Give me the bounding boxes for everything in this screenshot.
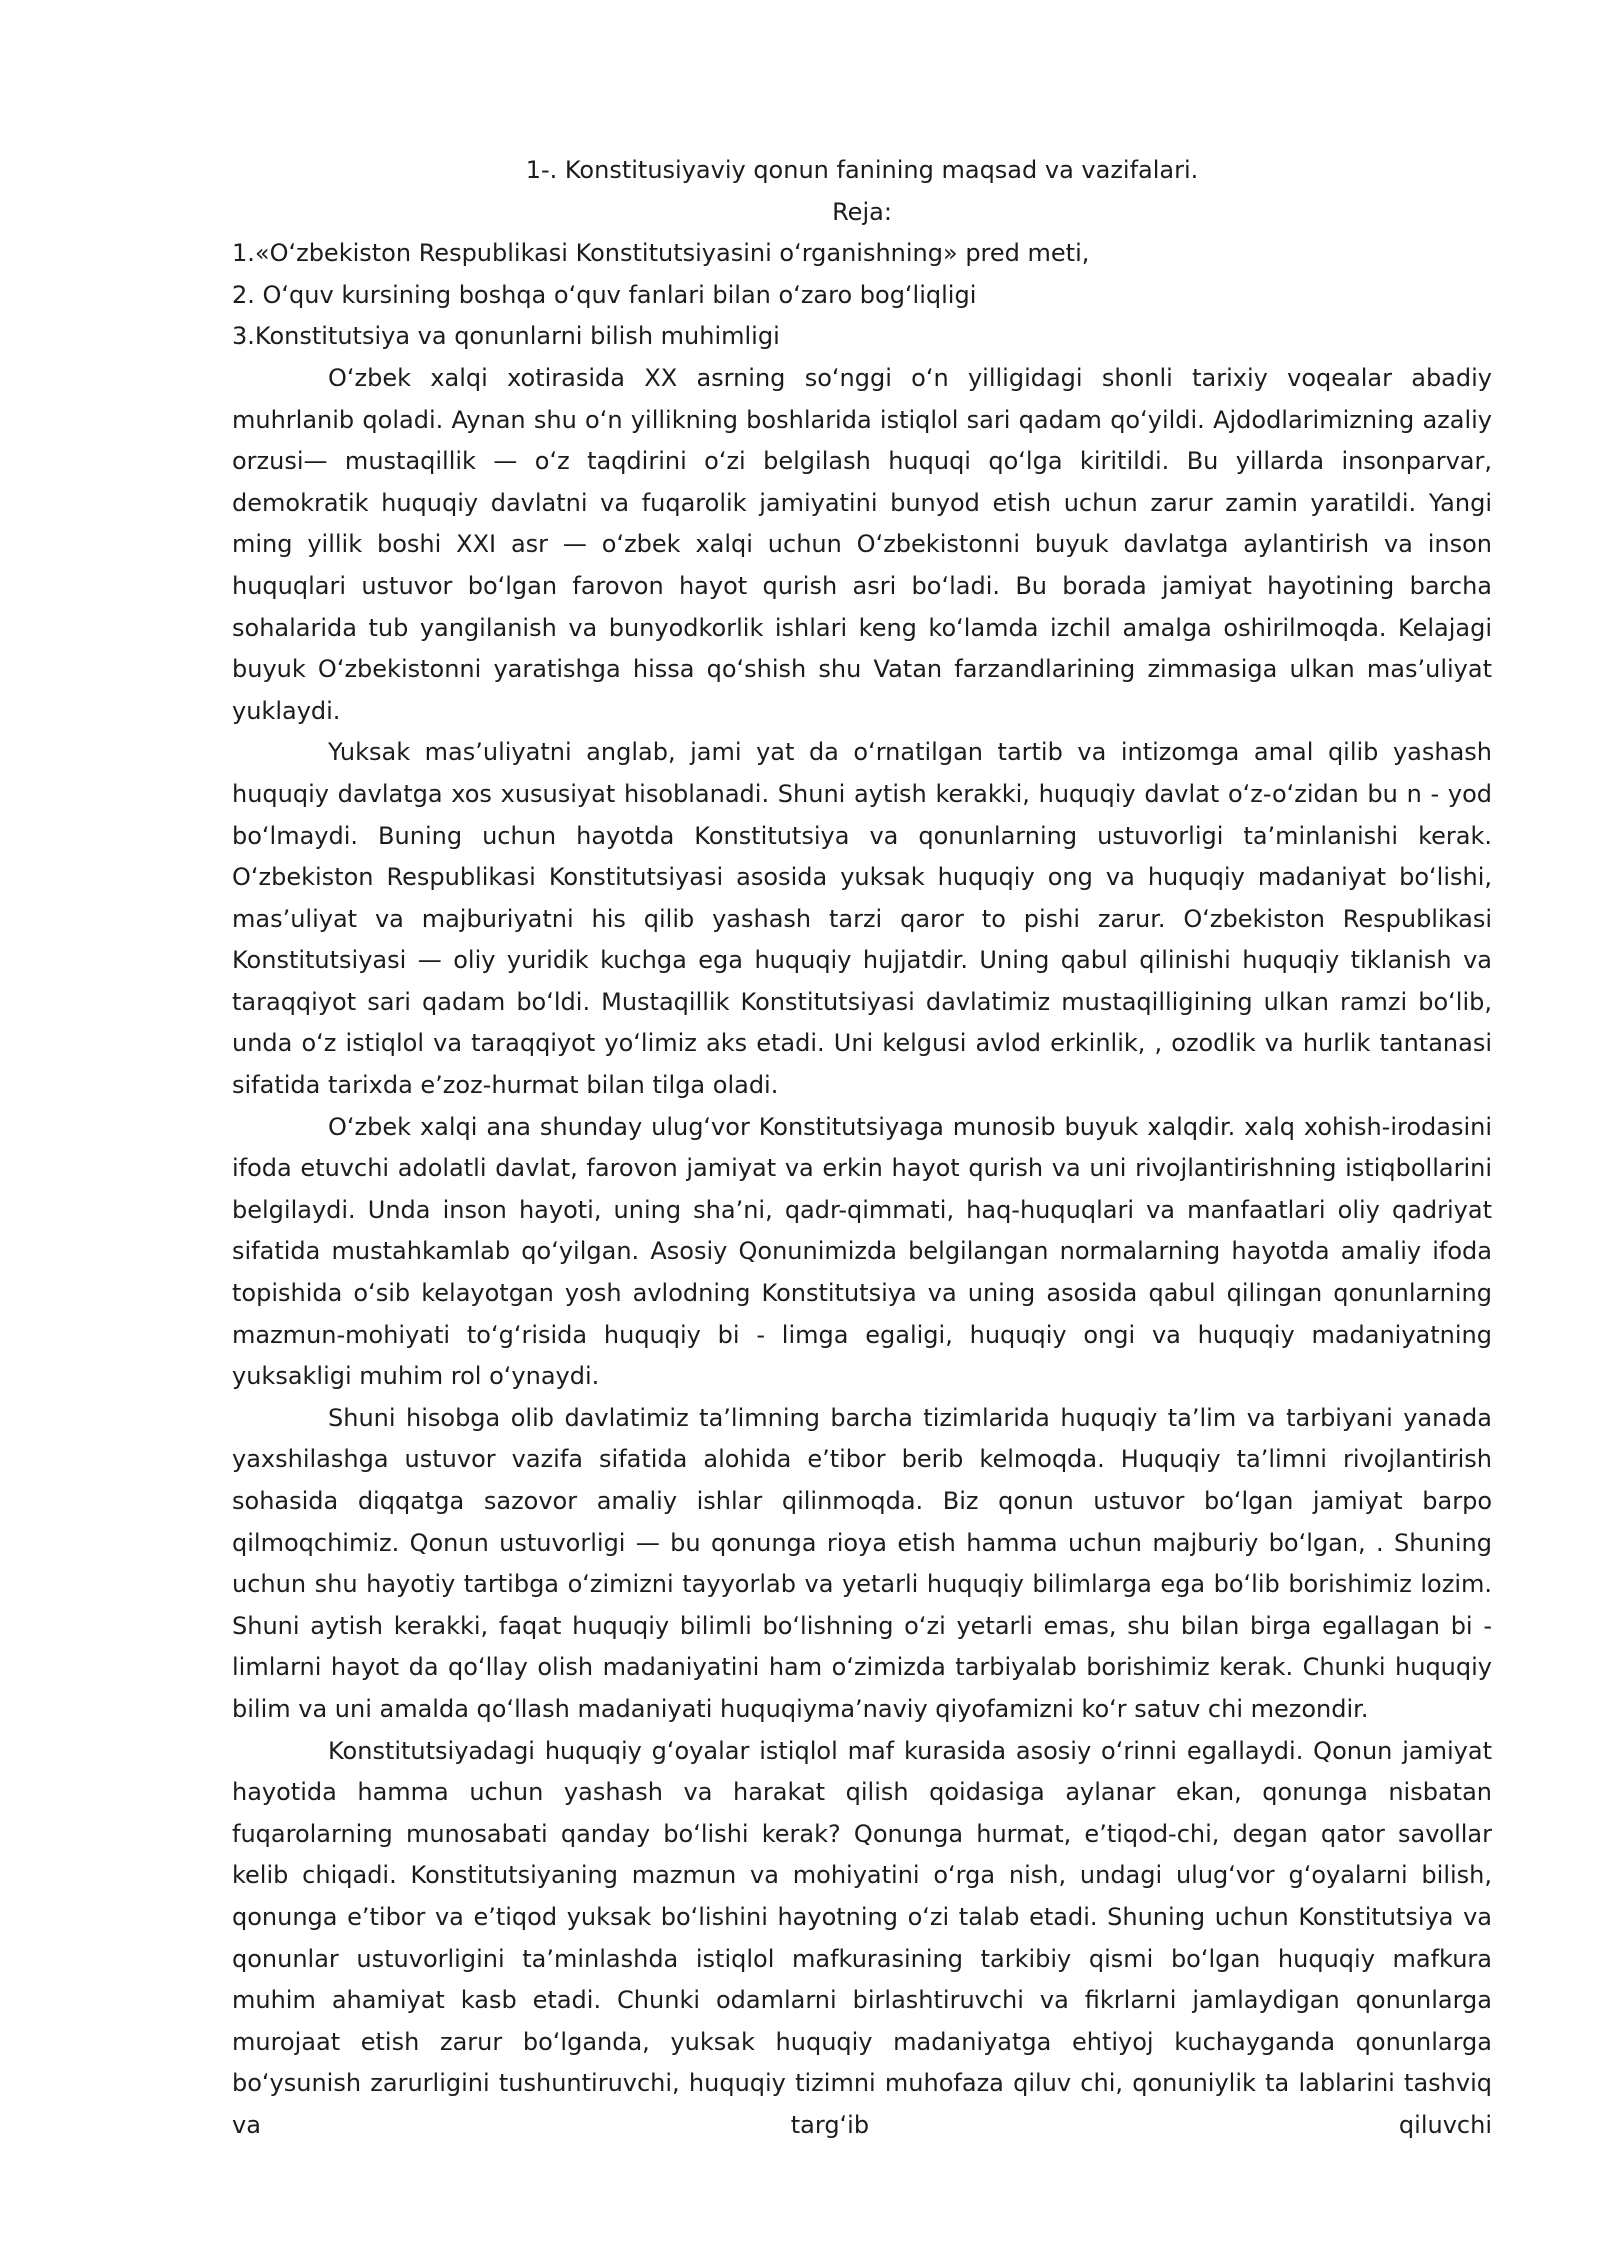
- body-paragraph-1: Oʻzbek xalqi xotirasida XX asrning soʻnggi oʻn yilligidagi shonli tarixiy voqealar abadiy muhrlanib qoladi. Aynan shu oʻn yillikning boshlarida istiqlol sari qadam qoʻyildi. Ajdodlarimizning azaliy orzusi— mustaqillik — oʻz taqdirini oʻzi belgilash huquqi qoʻlga kiritildi. Bu yillarda insonparvar, demokratik huquqiy davlatni va fuqarolik jamiyatini bunyod etish uchun zarur zamin yaratildi. Yangi ming yillik boshi XXI asr — oʻzbek xalqi uchun Oʻzbekistonni buyuk davlatga aylantirish va inson huquqlari ustuvor boʻlgan farovon hayot qurish asri boʻladi. Bu borada jamiyat hayotining barcha sohalarida tub yangilanish va bunyodkorlik ishlari keng koʻlamda izchil amalga oshirilmoqda. Kelajagi buyuk Oʻzbekistonni yaratishga hissa qoʻshish shu Vatan farzandlarining zimmasiga ulkan masʼuliyat yuklaydi.: [232, 363, 1492, 725]
- plan-item-3: 3.Konstitutsiya va qonunlarni bilish muhimligi: [232, 322, 780, 351]
- body-paragraph-5: Konstitutsiyadagi huquqiy gʻoyalar istiqlol maf kurasida asosiy oʻrinni egallaydi. Qonun jamiyat hayotida hamma uchun yashash va harakat qilish qoidasiga aylanar ekan, qonunga nisbatan fuqarolarning munosabati qanday boʻlishi kerak? Qonunga hurmat, eʼtiqod-chi, degan qator savollar kelib chiqadi. Konstitutsiyaning mazmun va mohiyatini oʻrga nish, undagi ulugʻvor gʻoyalarni bilish, qonunga eʼtibor va eʼtiqod yuksak boʻlishini hayotning oʻzi talab etadi. Shuning uchun Konstitutsiya va qonunlar ustuvorligini taʼminlashda istiqlol mafkurasining tarkibiy qismi boʻlgan huquqiy mafkura muhim ahamiyat kasb etadi. Chunki odamlarni birlashtiruvchi va fikrlarni jamlaydigan qonunlarga murojaat etish zarur boʻlganda, yuksak huquqiy madaniyatga ehtiyoj kuchayganda qonunlarga boʻysunish zarurligini tushuntiruvchi, huquqiy tizimni muhofaza qiluv chi, qonuniylik ta lablarini tashviq va targʻib qiluvchi: [232, 1736, 1492, 2139]
- body-paragraph-4: Shuni hisobga olib davlatimiz taʼlimning barcha tizimlarida huquqiy taʼlim va tarbiyani yanada yaxshilashga ustuvor vazifa sifatida alohida eʼtibor berib kelmoqda. Huquqiy taʼlimni rivojlantirish sohasida diqqatga sazovor amaliy ishlar qilinmoqda. Biz qonun ustuvor boʻlgan jamiyat barpo qilmoqchimiz. Qonun ustuvorligi — bu qonunga rioya etish hamma uchun majburiy boʻlgan, . Shuning uchun shu hayotiy tartibga oʻzimizni tayyorlab va yetarli huquqiy bilimlarga ega boʻlib borishimiz lozim. Shuni aytish kerakki, faqat huquqiy bilimli boʻlishning oʻzi yetarli emas, shu bilan birga egallagan bi - limlarni hayot da qoʻllay olish madaniyatini ham oʻzimizda tarbiyalab borishimiz kerak. Chunki huquqiy bilim va uni amalda qoʻllash madaniyati huquqiymaʼnaviy qiyofamizni koʻr satuv chi mezondir.: [232, 1403, 1492, 1723]
- plan-item-1: 1.«Oʻzbekiston Respublikasi Konstitutsiyasini oʻrganishning» pred meti,: [232, 239, 1090, 268]
- body-paragraph-3: Oʻzbek xalqi ana shunday ulugʻvor Konstitutsiyaga munosib buyuk xalqdir. xalq xohish-irodasini ifoda etuvchi adolatli davlat, farovon jamiyat va erkin hayot qurish va uni rivojlantirishning istiqbollarini belgilaydi. Unda inson hayoti, uning shaʼni, qadr-qimmati, haq-huquqlari va manfaatlari oliy qadriyat sifatida mustahkamlab qoʻyilgan. Asosiy Qonunimizda belgilangan normalarning hayotda amaliy ifoda topishida oʻsib kelayotgan yosh avlodning Konstitutsiya va uning asosida qabul qilingan qonunlarning mazmun-mohiyati toʻgʻrisida huquqiy bi - limga egaligi, huquqiy ongi va huquqiy madaniyatning yuksakligi muhim rol oʻynaydi.: [232, 1112, 1492, 1391]
- plan-item-2: 2. Oʻquv kursining boshqa oʻquv fanlari bilan oʻzaro bogʻliqligi: [232, 280, 977, 309]
- body-paragraph-2: Yuksak masʼuliyatni anglab, jami yat da oʻrnatilgan tartib va intizomga amal qilib yashash huquqiy davlatga xos xususiyat hisoblanadi. Shuni aytish kerakki, huquqiy davlat oʻz-oʻzidan bu n - yod boʻlmaydi. Buning uchun hayotda Konstitutsiya va qonunlarning ustuvorligi taʼminlanishi kerak. Oʻzbekiston Respublikasi Konstitutsiyasi asosida yuksak huquqiy ong va huquqiy madaniyat boʻlishi, masʼuliyat va majburiyatni his qilib yashash tarzi qaror to pishi zarur. Oʻzbekiston Respublikasi Konstitutsiyasi — oliy yuridik kuchga ega huquqiy hujjatdir. Uning qabul qilinishi huquqiy tiklanish va taraqqiyot sari qadam boʻldi. Mustaqillik Konstitutsiyasi davlatimiz mustaqilligining ulkan ramzi boʻlib, unda oʻz istiqlol va taraqqiyot yoʻlimiz aks etadi. Uni kelgusi avlod erkinlik, , ozodlik va hurlik tantanasi sifatida tarixda eʼzoz-hurmat bilan tilga oladi.: [232, 738, 1492, 1100]
- document-page: [232, 150, 1492, 2147]
- document-title: 1-. Konstitusiyaviy qonun fanining maqsad va vazifalari.: [525, 156, 1199, 184]
- plan-heading: Reja:: [832, 197, 892, 226]
